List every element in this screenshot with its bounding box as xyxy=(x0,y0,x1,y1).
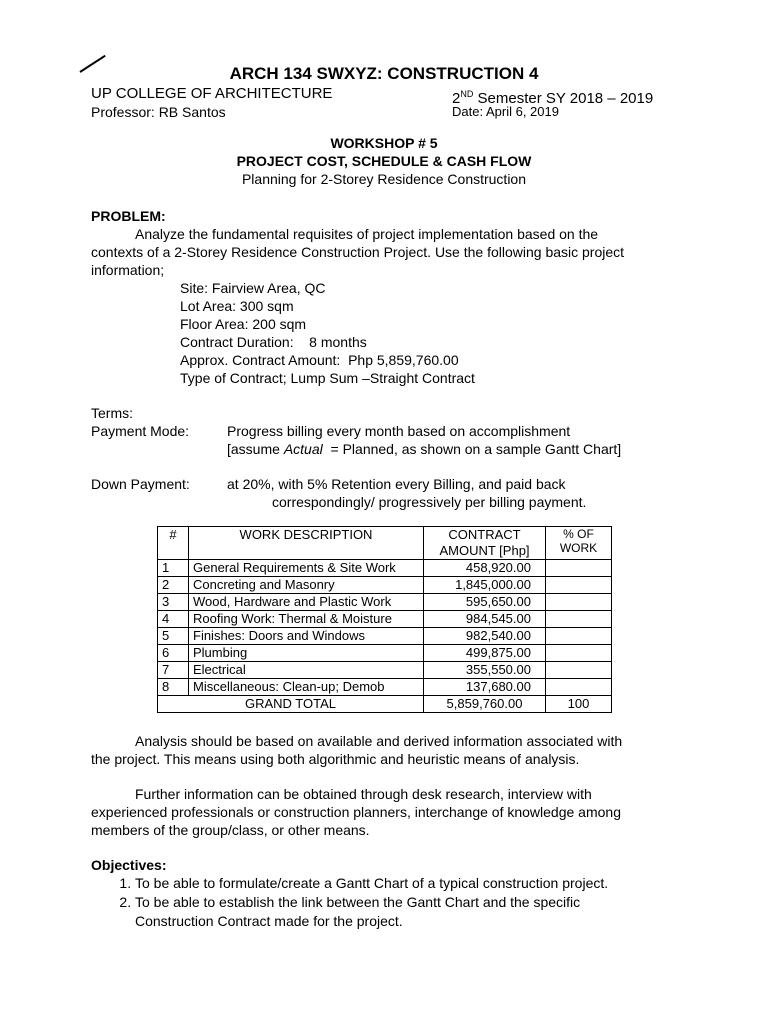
table-row xyxy=(158,560,612,577)
info-duration: Contract Duration: 8 months xyxy=(180,334,367,350)
table-total-row xyxy=(158,696,612,713)
table-row xyxy=(158,645,612,662)
date: Date: April 6, 2019 xyxy=(452,104,559,119)
row-description: Roofing Work: Thermal & Moisture xyxy=(189,611,424,628)
header-percent-of-work: % OF WORK xyxy=(546,527,612,560)
table-row xyxy=(158,662,612,679)
row-number: 2 xyxy=(158,577,189,594)
college-name: UP COLLEGE OF ARCHITECTURE xyxy=(91,85,333,102)
row-percent xyxy=(546,662,612,679)
row-percent xyxy=(546,628,612,645)
row-description: Miscellaneous: Clean-up; Demob xyxy=(189,679,424,696)
row-amount: 499,875.00 xyxy=(424,645,546,662)
row-number: 4 xyxy=(158,611,189,628)
header-contract-amount: CONTRACT AMOUNT [Php] xyxy=(424,527,546,560)
row-number: 1 xyxy=(158,560,189,577)
row-percent xyxy=(546,645,612,662)
row-percent xyxy=(546,679,612,696)
objectives-heading: Objectives: xyxy=(91,857,167,873)
problem-heading: PROBLEM: xyxy=(91,208,166,224)
table-row xyxy=(158,611,612,628)
payment-mode-label: Payment Mode: xyxy=(91,423,190,439)
payment-note-start: [assume xyxy=(227,441,284,457)
info-site: Site: Fairview Area, QC xyxy=(180,280,326,296)
row-description: Concreting and Masonry xyxy=(189,577,424,594)
row-number: 7 xyxy=(158,662,189,679)
header-work-description: WORK DESCRIPTION xyxy=(189,527,424,560)
row-percent xyxy=(546,594,612,611)
row-percent xyxy=(546,560,612,577)
objective-item: 1. To be able to formulate/create a Gantt Chart of a typical construction project. xyxy=(135,874,735,893)
analysis-p1-line-2: the project. This means using both algorithmic and heuristic means of analysis. xyxy=(91,751,580,767)
semester-number: 2 xyxy=(452,90,461,107)
analysis-p1-line-1: Analysis should be based on available and derived information associated with xyxy=(135,733,623,749)
row-amount: 137,680.00 xyxy=(424,679,546,696)
semester-text: Semester SY 2018 – 2019 xyxy=(473,90,654,107)
objective-item: 2. To be able to establish the link between the Gantt Chart and the specific Construction Contract made for the project. xyxy=(135,893,615,931)
analysis-p2-line-2: experienced professionals or construction planners, interchange of knowledge among xyxy=(91,804,621,820)
problem-line-2: contexts of a 2-Storey Residence Construction Project. Use the following basic project xyxy=(91,244,625,260)
row-number: 5 xyxy=(158,628,189,645)
payment-note-italic: Actual xyxy=(283,441,323,457)
table-header-row xyxy=(158,527,612,560)
row-amount: 355,550.00 xyxy=(424,662,546,679)
row-description: Wood, Hardware and Plastic Work xyxy=(189,594,424,611)
row-description: General Requirements & Site Work xyxy=(189,560,424,577)
row-number: 6 xyxy=(158,645,189,662)
row-number: 8 xyxy=(158,679,189,696)
row-number: 3 xyxy=(158,594,189,611)
semester-suffix: ND xyxy=(460,89,474,99)
analysis-p2-line-1: Further information can be obtained through desk research, interview with xyxy=(135,786,592,802)
down-payment-line-1: at 20%, with 5% Retention every Billing, and paid back xyxy=(227,476,566,492)
terms-heading: Terms: xyxy=(91,405,133,421)
down-payment-line-2: correspondingly/ progressively per billing payment. xyxy=(272,494,587,510)
info-lot-area: Lot Area: 300 sqm xyxy=(180,298,294,314)
course-title: ARCH 134 SWXYZ: CONSTRUCTION 4 xyxy=(229,64,539,83)
table-row xyxy=(158,679,612,696)
row-amount: 595,650.00 xyxy=(424,594,546,611)
table-row xyxy=(158,577,612,594)
info-amount: Approx. Contract Amount: Php 5,859,760.00 xyxy=(180,352,459,368)
row-description: Finishes: Doors and Windows xyxy=(189,628,424,645)
workshop-subtitle: Planning for 2-Storey Residence Construction xyxy=(241,171,527,187)
objectives-list xyxy=(91,874,735,931)
row-amount: 984,545.00 xyxy=(424,611,546,628)
down-payment-label: Down Payment: xyxy=(91,476,190,492)
work-table xyxy=(157,526,612,713)
row-amount: 458,920.00 xyxy=(424,560,546,577)
grand-total-amount: 5,859,760.00 xyxy=(424,696,546,713)
row-amount: 1,845,000.00 xyxy=(424,577,546,594)
workshop-title: PROJECT COST, SCHEDULE & CASH FLOW xyxy=(236,153,532,169)
row-percent xyxy=(546,611,612,628)
row-description: Plumbing xyxy=(189,645,424,662)
problem-line-3: information; xyxy=(91,262,165,278)
header-number: # xyxy=(158,527,189,560)
table-row xyxy=(158,628,612,645)
table-row xyxy=(158,594,612,611)
row-amount: 982,540.00 xyxy=(424,628,546,645)
payment-mode-line-2 xyxy=(227,440,621,458)
problem-line-1: Analyze the fundamental requisites of project implementation based on the xyxy=(135,226,599,242)
info-floor-area: Floor Area: 200 sqm xyxy=(180,316,307,332)
professor: Professor: RB Santos xyxy=(91,104,226,120)
row-percent xyxy=(546,577,612,594)
workshop-number: WORKSHOP # 5 xyxy=(330,135,438,151)
grand-total-percent: 100 xyxy=(546,696,612,713)
payment-mode-line-1: Progress billing every month based on accomplishment xyxy=(227,423,571,439)
info-contract-type: Type of Contract; Lump Sum –Straight Contract xyxy=(180,370,475,386)
row-description: Electrical xyxy=(189,662,424,679)
analysis-p2-line-3: members of the group/class, or other means. xyxy=(91,822,370,838)
payment-note-end: = Planned, as shown on a sample Gantt Chart] xyxy=(322,441,622,457)
grand-total-label: GRAND TOTAL xyxy=(158,696,424,713)
